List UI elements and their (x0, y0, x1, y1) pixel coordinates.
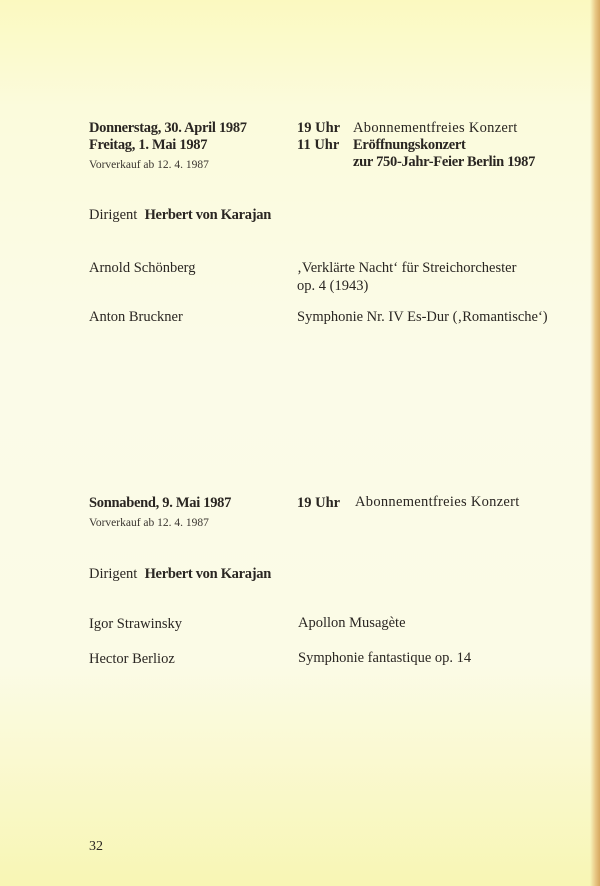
concert-time: 19 Uhr (297, 120, 341, 136)
concert-time: 11 Uhr (297, 137, 340, 153)
conductor-label: Dirigent (89, 207, 138, 223)
conductor-label: Dirigent (89, 566, 138, 582)
composer: Anton Bruckner (89, 309, 183, 325)
concert-date: Freitag, 1. Mai 1987 (89, 137, 208, 153)
composer: Hector Berlioz (89, 651, 175, 667)
work-title: Symphonie fantastique op. 14 (298, 650, 472, 666)
concert-title: Abonnementfreies Konzert (355, 494, 520, 510)
concert-title: zur 750-Jahr-Feier Berlin 1987 (353, 154, 536, 170)
work-title: ‚Verklärte Nacht‘ für Streichorchester (297, 260, 517, 276)
concert-time: 19 Uhr (297, 495, 341, 511)
work-title: Symphonie Nr. IV Es-Dur (‚Romantische‘) (297, 309, 548, 325)
concert-title: Abonnementfreies Konzert (353, 120, 518, 136)
concert-title: Eröffnungskonzert (353, 137, 466, 153)
page-edge-shadow (590, 0, 600, 886)
concert-date: Donnerstag, 30. April 1987 (89, 120, 247, 136)
conductor-line (89, 566, 271, 583)
conductor-name: Herbert von Karajan (144, 566, 271, 582)
work-title: op. 4 (1943) (297, 278, 369, 294)
composer: Igor Strawinsky (89, 616, 183, 632)
presale-note: Vorverkauf ab 12. 4. 1987 (89, 159, 209, 171)
conductor-line (89, 207, 271, 224)
concert-date: Sonnabend, 9. Mai 1987 (89, 495, 232, 511)
conductor-name: Herbert von Karajan (144, 207, 271, 223)
page-number: 32 (89, 839, 103, 854)
composer: Arnold Schönberg (89, 260, 196, 276)
work-title: Apollon Musagète (298, 615, 406, 631)
presale-note: Vorverkauf ab 12. 4. 1987 (89, 517, 209, 529)
